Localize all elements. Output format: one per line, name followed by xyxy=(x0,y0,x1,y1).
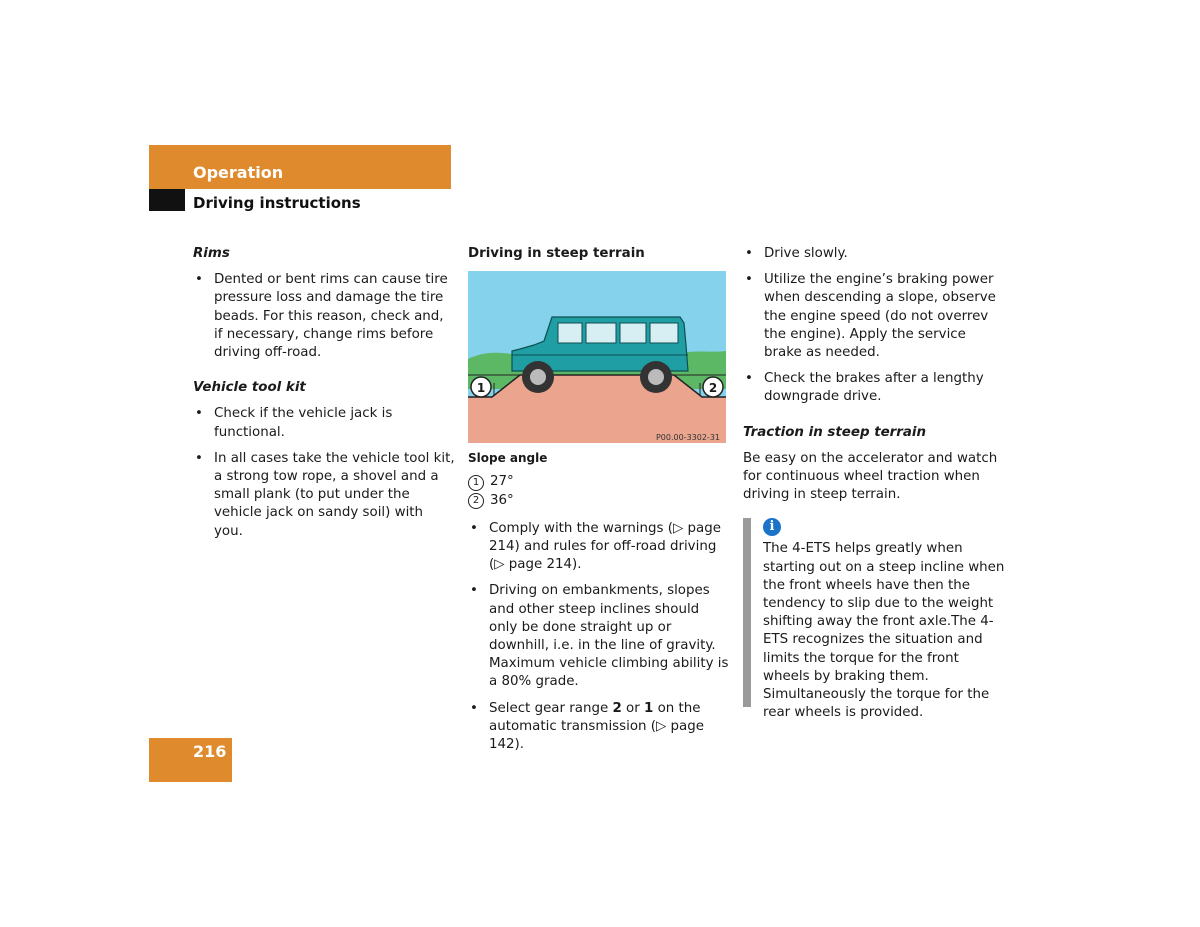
callout-1: 1 xyxy=(476,381,486,396)
angle-row xyxy=(468,473,730,491)
list-item: • Drive slowly. xyxy=(743,245,1005,263)
list-item: • Comply with the warnings (▷ page 214) and rules for off-road driving (▷ page 214). xyxy=(468,520,730,575)
angle-row xyxy=(468,492,730,510)
column-left xyxy=(193,245,455,558)
list-item: • Select gear range 2 or 1 on the automatic transmission (▷ page 142). xyxy=(468,700,730,755)
column-right xyxy=(743,245,1005,722)
subsection-title: Driving instructions xyxy=(193,194,361,212)
angle-value: 36° xyxy=(490,492,514,508)
section-title: Operation xyxy=(193,163,284,182)
list-item: • Driving on embankments, slopes and other steep inclines should only be done straight up or downhill, i.e. in the line of gravity. Maximum vehicle climbing ability is a 80% grade. xyxy=(468,582,730,691)
section-marker xyxy=(149,189,185,211)
info-note xyxy=(743,518,1005,722)
info-text: The 4-ETS helps greatly when starting out on a steep incline when the front wheels have then the tendency to slip due to the weight shifting away the front axle.The 4-ETS recognizes the situation and limits the torque for the front wheels by braking them. Simultaneously the torque for the rear wheels is provided. xyxy=(763,541,1005,721)
list-item: • Check if the vehicle jack is functional. xyxy=(193,405,455,441)
page-number: 216 xyxy=(193,742,227,761)
slope-illustration xyxy=(468,271,726,443)
driving-list xyxy=(743,245,1005,407)
steep-terrain-heading: Driving in steep terrain xyxy=(468,246,645,261)
angle-number: 2 xyxy=(468,493,484,509)
callout-2: 2 xyxy=(708,381,718,396)
traction-text: Be easy on the accelerator and watch for continuous wheel traction when driving in steep terrain. xyxy=(743,450,998,503)
rims-heading: Rims xyxy=(193,246,230,261)
figure-code: P00.00-3302-31 xyxy=(655,433,720,443)
angle-value: 27° xyxy=(490,474,514,490)
rims-list xyxy=(193,271,455,362)
figure-caption: Slope angle xyxy=(468,451,548,466)
list-item: • Dented or bent rims can cause tire pressure loss and damage the tire beads. For this reason, check and, if necessary, change rims before driving off-road. xyxy=(193,271,455,362)
toolkit-list xyxy=(193,405,455,540)
list-item: • In all cases take the vehicle tool kit, a strong tow rope, a shovel and a small plank (to put under the vehicle jack on sandy soil) with you. xyxy=(193,450,455,541)
info-icon: i xyxy=(763,518,781,536)
info-bar xyxy=(743,518,751,707)
list-item: • Check the brakes after a lengthy downgrade drive. xyxy=(743,370,1005,406)
toolkit-heading: Vehicle tool kit xyxy=(193,380,306,396)
angle-number: 1 xyxy=(468,475,484,491)
column-middle xyxy=(468,245,730,771)
list-item: • Utilize the engine’s braking power when descending a slope, observe the engine speed (do not overrev the engine). Apply the service brake as needed. xyxy=(743,271,1005,362)
traction-heading: Traction in steep terrain xyxy=(743,424,927,440)
slope-diagram xyxy=(468,271,726,443)
steep-terrain-list xyxy=(468,520,730,754)
